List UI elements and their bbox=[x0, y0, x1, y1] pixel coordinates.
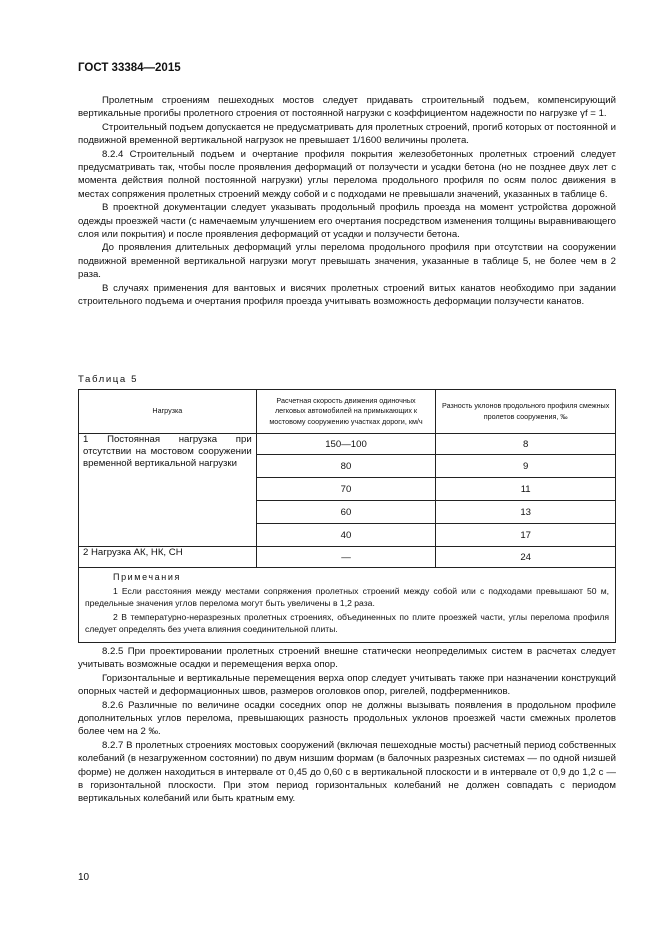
row-label-permanent-load: 1 Постоянная нагрузка при отсутствии на мостовом сооружении временной вертикальной нагрузки bbox=[79, 434, 257, 547]
speed-cell: 70 bbox=[256, 478, 436, 501]
table-header-row bbox=[79, 390, 616, 434]
paragraph: Пролетным строениям пешеходных мостов следует придавать строительный подъем, компенсирующий вертикальные прогибы пролетного строения от постоянной нагрузки с коэффициентом надежности по нагрузке γf = 1. bbox=[78, 95, 616, 120]
speed-cell: 80 bbox=[256, 455, 436, 478]
row-label-ak-nk-sn: 2 Нагрузка АК, НК, СН bbox=[79, 547, 257, 568]
diff-cell: 9 bbox=[436, 455, 616, 478]
paragraph: В случаях применения для вантовых и висячих пролетных строений витых канатов необходимо при задании строительного подъема и очертания профиля проезда учитывать возможность деформации ползучести канатов. bbox=[78, 282, 616, 308]
table-5 bbox=[78, 389, 616, 643]
speed-cell: 40 bbox=[256, 524, 436, 547]
notes-heading: Примечания bbox=[113, 572, 181, 582]
table-notes bbox=[79, 568, 616, 643]
note-item: 2 В температурно-неразрезных пролетных строениях, объединенных по плите проезжей части, углы перелома профиля следует определять без учета влияния соединительной плиты. bbox=[85, 612, 609, 634]
paragraph: 8.2.6 Различные по величине осадки соседних опор не должны вызывать появления в продольном профиле дополнительных углов перелома, превышающих разность продольных уклонов проезжей части смежных пролетов более чем на 2 ‰. bbox=[78, 699, 616, 738]
diff-cell: 11 bbox=[436, 478, 616, 501]
header-cell-slope-diff: Разность уклонов продольного профиля смежных пролетов сооружения, ‰ bbox=[436, 390, 616, 434]
paragraph: Строительный подъем допускается не предусматривать для пролетных строений, прогиб которых от постоянной и подвижной временной вертикальной нагрузок не превышает 1/1600 величины пролета. bbox=[78, 121, 616, 147]
body-text-bottom bbox=[78, 645, 616, 806]
note-item: 1 Если расстояния между местами сопряжения пролетных строений между собой или с подходами превышают 50 м, предельные значения углов перелома могут быть увеличены в 1,2 раза. bbox=[85, 586, 609, 608]
document-header: ГОСТ 33384—2015 bbox=[78, 62, 181, 74]
diff-cell: 13 bbox=[436, 501, 616, 524]
table-row bbox=[79, 434, 616, 455]
header-cell-load: Нагрузка bbox=[79, 390, 257, 434]
diff-cell: 24 bbox=[436, 547, 616, 568]
header-cell-speed: Расчетная скорость движения одиночных легковых автомобилей на примыкающих к мостовому сооружению участках дороги, км/ч bbox=[256, 390, 436, 434]
speed-cell: 60 bbox=[256, 501, 436, 524]
diff-cell: 8 bbox=[436, 434, 616, 455]
table-caption: Таблица 5 bbox=[78, 374, 139, 385]
body-text-top bbox=[78, 94, 616, 309]
paragraph: В проектной документации следует указывать продольный профиль проезда на момент устройства дорожной одежды проезжей части (с намечаемым улучшением его очертания посредством изменения толщины выравнивающего слоя или покрытия) и после проявления деформаций от усадки и ползучести бетона. bbox=[78, 202, 616, 241]
speed-cell: 150—100 bbox=[256, 434, 436, 455]
page-number: 10 bbox=[78, 872, 90, 883]
paragraph: 8.2.5 При проектировании пролетных строений внешне статически неопределимых систем в расчетах следует учитывать возможные осадки и перемещения верха опор. bbox=[78, 646, 616, 671]
table-notes-row bbox=[79, 568, 616, 643]
paragraph: 8.2.7 В пролетных строениях мостовых сооружений (включая пешеходные мосты) расчетный период собственных колебаний (в незагруженном состоянии) по двум низшим формам (в балочных разрезных системах — по одной низшей форме) не должен находиться в интервале от 0,45 до 0,60 с в вертикальной плоскости и в интервале от 0,9 до 1,2 с — в горизонтальной плоскости. При этом период горизонтальных колебаний не должен совпадать с периодом вертикальных колебаний или быть кратным ему. bbox=[78, 739, 616, 805]
speed-cell: — bbox=[256, 547, 436, 568]
diff-cell: 17 bbox=[436, 524, 616, 547]
table-row bbox=[79, 547, 616, 568]
paragraph: Горизонтальные и вертикальные перемещения верха опор следует учитывать также при назначении конструкций опорных частей и деформационных швов, размеров оголовков опор, ригелей, подферменников. bbox=[78, 672, 616, 698]
paragraph: 8.2.4 Строительный подъем и очертание профиля покрытия железобетонных пролетных строений следует предусматривать так, чтобы после проявления деформаций от ползучести и усадки бетона (но не позднее двух лет с момента действия полной постоянной нагрузки) углы перелома продольного профиля по осям полос движения в местах сопряжения пролетных строений между собой и с подходами не превышали значений, указанных в таблице 6. bbox=[78, 148, 616, 200]
paragraph: До проявления длительных деформаций углы перелома продольного профиля при отсутствии на сооружении подвижной временной вертикальной нагрузки могут превышать значения, указанные в таблице 5, не более чем в 2 раза. bbox=[78, 242, 616, 281]
